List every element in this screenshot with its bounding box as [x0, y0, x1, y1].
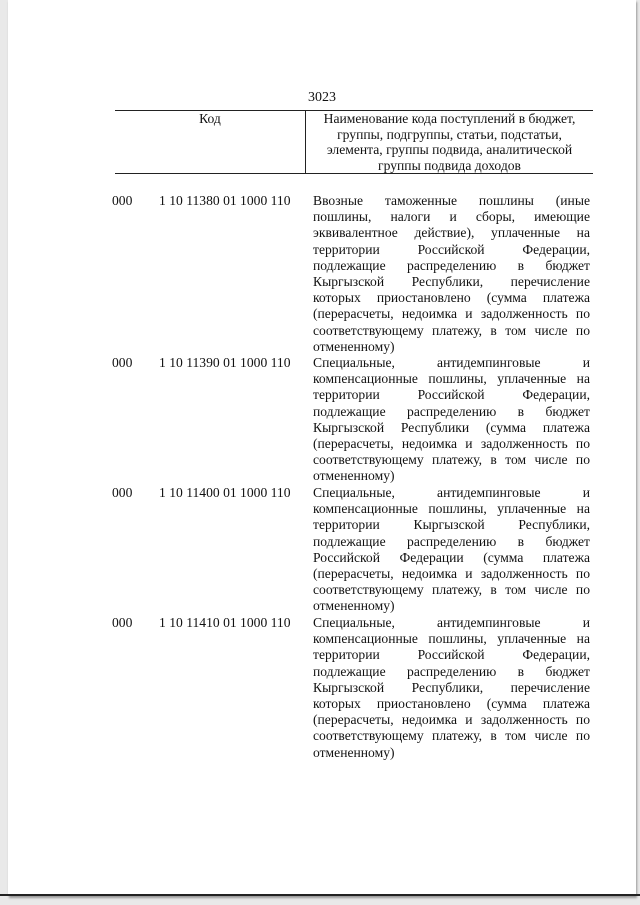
- description-line: отмененному): [313, 744, 395, 760]
- header-name-line: группы, подгруппы, статьи, подстатьи,: [337, 126, 562, 142]
- description-line: компенсационные пошлины, уплаченные на: [313, 371, 590, 387]
- description-line: соответствующему платежу, в том числе по: [313, 452, 590, 468]
- description-line: подлежащие распределению в бюджет: [313, 663, 590, 679]
- description-line: (перерасчеты, недоимка и задолженность по: [313, 712, 590, 728]
- description-line: соответствующему платежу, в том числе по: [313, 322, 590, 338]
- description-line: соответствующему платежу, в том числе по: [313, 728, 590, 744]
- header-name-line: Наименование кода поступлений в бюджет,: [323, 111, 576, 126]
- description-line: Российской Федерации (сумма платежа: [313, 549, 590, 565]
- row-code: 1 10 11380 01 1000 110: [159, 193, 291, 208]
- page-number: 3023: [308, 90, 336, 105]
- description-line: Кыргызской Республики, перечисление: [313, 679, 590, 695]
- description-line: отмененному): [313, 598, 395, 614]
- description-line: отмененному): [313, 338, 395, 354]
- description-line: Ввозные таможенные пошлины (иные: [313, 193, 590, 208]
- row-description: [313, 355, 590, 485]
- description-line: компенсационные пошлины, уплаченные на: [313, 631, 590, 647]
- description-line: отмененному): [313, 468, 395, 484]
- description-line: подлежащие распределению в бюджет: [313, 257, 590, 273]
- description-line: пошлины, налоги и сборы, имеющие: [313, 209, 590, 225]
- row-description: [313, 485, 590, 615]
- description-line: соответствующему платежу, в том числе по: [313, 582, 590, 598]
- row-code: 1 10 11390 01 1000 110: [159, 355, 291, 370]
- description-line: (перерасчеты, недоимка и задолженность по: [313, 565, 590, 581]
- row-prefix: 000: [112, 485, 133, 500]
- row-description: [313, 193, 590, 355]
- description-line: территории Российской Федерации,: [313, 387, 590, 403]
- row-prefix: 000: [112, 615, 133, 630]
- description-line: Кыргызской Республики, перечисление: [313, 273, 590, 289]
- description-line: территории Российской Федерации,: [313, 241, 590, 257]
- row-description: [313, 615, 590, 761]
- description-line: (перерасчеты, недоимка и задолженность по: [313, 435, 590, 451]
- row-code: 1 10 11400 01 1000 110: [159, 485, 291, 500]
- description-line: Кыргызской Республики (сумма платежа: [313, 419, 590, 435]
- header-name-cell: [306, 111, 594, 174]
- description-line: Специальные, антидемпинговые и: [313, 485, 590, 500]
- description-line: подлежащие распределению в бюджет: [313, 403, 590, 419]
- description-line: территории Кыргызской Республики,: [313, 517, 590, 533]
- page-bottom-edge: [0, 894, 640, 896]
- row-prefix: 000: [112, 193, 133, 208]
- description-line: компенсационные пошлины, уплаченные на: [313, 501, 590, 517]
- header-name-line: группы подвида доходов: [378, 157, 521, 173]
- description-line: территории Российской Федерации,: [313, 647, 590, 663]
- description-line: эквивалентное действие), уплаченные на: [313, 225, 590, 241]
- description-line: которых приостановлено (сумма платежа: [313, 290, 590, 306]
- table-header: [115, 110, 593, 174]
- description-line: Специальные, антидемпинговые и: [313, 615, 590, 630]
- document-page: [8, 0, 636, 896]
- description-line: подлежащие распределению в бюджет: [313, 533, 590, 549]
- description-line: Специальные, антидемпинговые и: [313, 355, 590, 370]
- row-prefix: 000: [112, 355, 133, 370]
- description-line: (перерасчеты, недоимка и задолженность по: [313, 306, 590, 322]
- header-name-line: элемента, группы подвида, аналитической: [326, 142, 573, 157]
- header-code-label: Код: [199, 111, 221, 126]
- header-code-cell: [115, 111, 306, 174]
- description-line: которых приостановлено (сумма платежа: [313, 695, 590, 711]
- row-code: 1 10 11410 01 1000 110: [159, 615, 291, 630]
